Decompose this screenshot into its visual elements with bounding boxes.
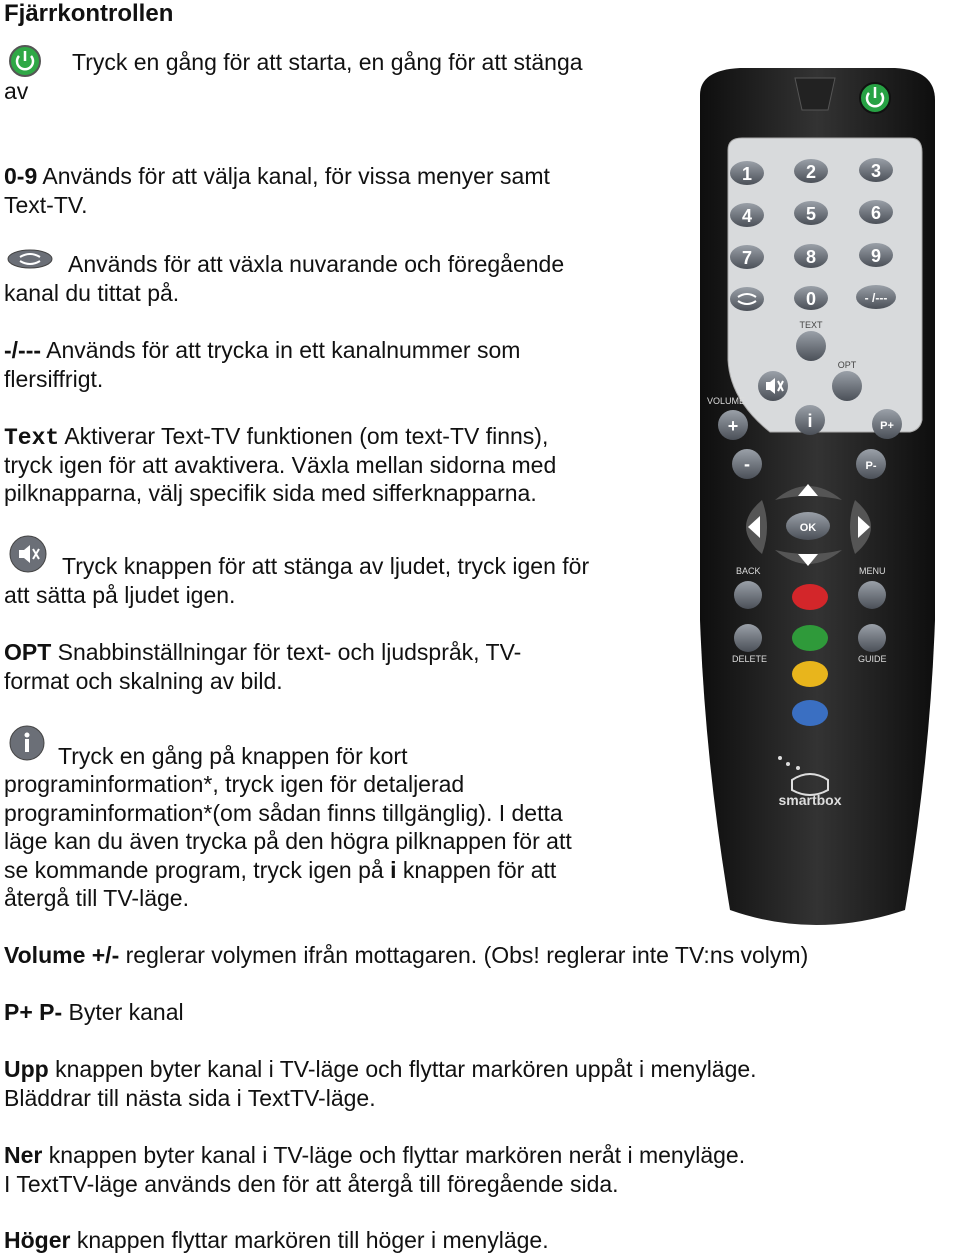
menu-key[interactable] [858,581,886,609]
opt-text: Snabbinställningar för text- och ljudspråk, TV- [51,639,522,665]
swap-description: Används för att växla nuvarande och föregående [68,251,565,277]
multidigit-key[interactable] [856,285,896,309]
key-1[interactable] [730,161,764,185]
power-icon [8,44,42,78]
mute-icon [6,534,50,574]
multidigit-description-cont: flersiffrigt. [4,366,104,392]
svg-text:+: + [727,416,739,436]
opt-key: OPT [4,639,52,665]
key-7[interactable] [730,245,764,269]
down-description [4,1141,745,1170]
pchannel-description [4,998,184,1027]
mute-key[interactable] [758,371,788,401]
key-5[interactable] [794,201,828,225]
power-description: Tryck en gång för att starta, en gång för att stänga [72,49,583,75]
red-key[interactable] [792,584,828,610]
info-description: Tryck en gång på knappen för kort [58,743,408,769]
menu-label: MENU [859,566,886,576]
delete-key[interactable] [734,624,762,652]
guide-key[interactable] [858,624,886,652]
info-description-l6: återgå till TV-läge. [4,885,189,911]
volume-key: Volume +/- [4,942,120,968]
text-key-description [4,422,548,453]
key-0[interactable] [794,286,828,310]
down-key: Ner [4,1142,43,1168]
svg-text:1: 1 [741,164,753,184]
key-8[interactable] [794,244,828,268]
digits-text: Används för att välja kanal, för vissa menyer samt [37,163,550,189]
info-l5c: knappen för att [396,857,557,883]
swap-channel-key[interactable] [730,287,764,311]
digits-description [4,162,550,191]
key-4[interactable] [730,203,764,227]
svg-text:-: - [744,454,750,474]
yellow-key[interactable] [792,661,828,687]
svg-text:smartbox: smartbox [778,792,842,808]
opt-description-cont: format och skalning av bild. [4,668,283,694]
volume-up-key[interactable] [718,410,748,440]
info-description-l5 [4,856,556,885]
down-description-cont: I TextTV-läge används den för att återgå till föregående sida. [4,1171,619,1197]
volume-description [4,941,808,970]
pchannel-key: P+ P- [4,999,63,1025]
up-description-cont: Bläddrar till nästa sida i TextTV-läge. [4,1085,376,1111]
power-description-cont: av [4,78,29,104]
svg-text:6: 6 [870,203,882,223]
multidigit-text: Används för att trycka in ett kanalnummer som [41,337,521,363]
volume-down-key[interactable] [732,449,762,479]
swap-channel-icon [6,248,54,270]
svg-text:- /---: - /--- [864,291,888,305]
channel-down-key[interactable] [856,449,886,479]
guide-label: GUIDE [858,654,887,664]
text-key: Text [4,425,60,451]
svg-text:P-: P- [865,460,877,472]
up-description [4,1055,757,1084]
svg-text:5: 5 [805,204,817,224]
svg-text:8: 8 [805,247,817,267]
up-text: knappen byter kanal i TV-läge och flyttar markören uppåt i menyläge. [48,1056,757,1082]
remote-power-button[interactable] [860,83,890,113]
key-6[interactable] [859,200,893,224]
up-key: Upp [4,1056,49,1082]
svg-text:3: 3 [870,161,882,181]
svg-text:OK: OK [799,522,817,534]
delete-label: DELETE [732,654,768,664]
svg-text:P+: P+ [880,420,894,432]
green-key[interactable] [792,625,828,651]
svg-text:4: 4 [741,206,753,226]
swap-description-cont: kanal du tittat på. [4,280,180,306]
svg-text:2: 2 [805,162,817,182]
svg-text:i: i [807,411,813,431]
back-key[interactable] [734,581,762,609]
digits-description-cont: Text-TV. [4,192,88,218]
multidigit-key: -/--- [4,337,42,363]
mute-description: Tryck knappen för att stänga av ljudet, tryck igen för [62,553,590,579]
key-2[interactable] [794,159,828,183]
mute-description-cont: att sätta på ljudet igen. [4,582,236,608]
info-description-l3: programinformation*(om sådan finns tillgänglig). I detta [4,800,563,826]
right-text: knappen flyttar markören till höger i menyläge. [70,1227,549,1253]
svg-text:9: 9 [870,246,882,266]
channel-up-key[interactable] [872,409,902,439]
text-key-button[interactable] [796,331,826,361]
opt-key-button[interactable] [832,371,862,401]
blue-key[interactable] [792,700,828,726]
info-l5a: se kommande program, tryck igen på [4,857,391,883]
multidigit-description [4,336,520,365]
down-text: knappen byter kanal i TV-läge och flyttar markören neråt i menyläge. [42,1142,746,1168]
ir-window [795,78,835,110]
svg-text:0: 0 [805,289,817,309]
back-label: BACK [736,566,761,576]
text-key-description-cont2: pilknapparna, välj specifik sida med sifferknapparna. [4,480,537,506]
opt-key-label: OPT [837,360,857,370]
text-key-label: TEXT [799,320,823,330]
digits-key: 0-9 [4,163,38,189]
key-3[interactable] [859,158,893,182]
info-key[interactable] [795,405,825,435]
right-description [4,1226,549,1255]
right-key: Höger [4,1227,71,1253]
pchannel-text: Byter kanal [62,999,184,1025]
volume-label: VOLUME [707,396,746,406]
page-title: Fjärrkontrollen [4,0,174,27]
text-key-text: Aktiverar Text-TV funktionen (om text-TV finns), [59,423,549,449]
opt-description [4,638,521,667]
svg-text:7: 7 [741,248,753,268]
key-9[interactable] [859,243,893,267]
info-icon [8,724,46,762]
text-key-description-cont1: tryck igen för att avaktivera. Växla mellan sidorna med [4,452,557,478]
remote-control-image [680,60,950,940]
volume-text: reglerar volymen ifrån mottagaren. (Obs! reglerar inte TV:ns volym) [119,942,809,968]
ok-key[interactable] [786,512,830,540]
info-description-l4: läge kan du även trycka på den högra pilknappen för att [4,828,572,854]
info-l5b: i [390,857,397,883]
info-description-l2: programinformation*, tryck igen för detaljerad [4,771,465,797]
